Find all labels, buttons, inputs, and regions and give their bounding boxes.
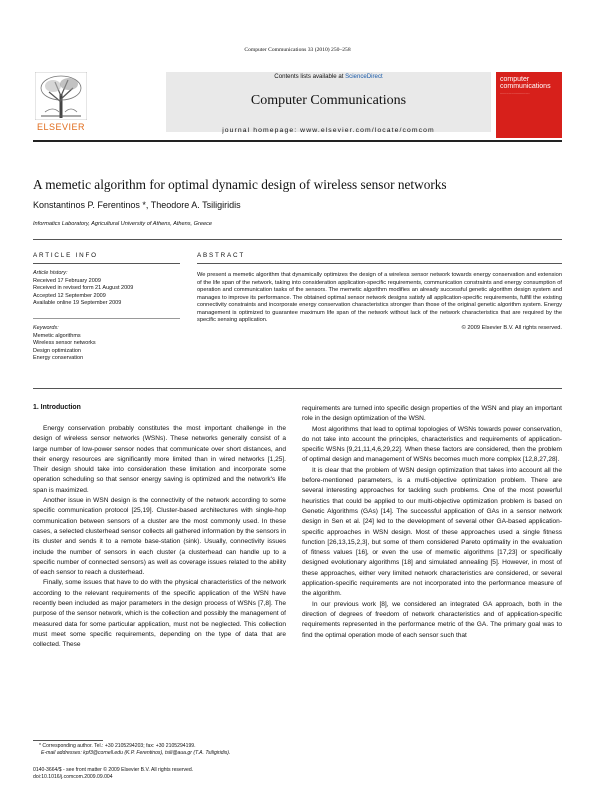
abstract-heading: ABSTRACT — [197, 252, 245, 259]
authors: Konstantinos P. Ferentinos *, Theodore A. Tsiligiridis — [33, 200, 241, 210]
journal-homepage[interactable]: journal homepage: www.elsevier.com/locate/comcom — [222, 127, 435, 134]
cover-subtitle: ............................ — [500, 91, 530, 95]
keyword-item[interactable]: Memetic algorithms — [33, 332, 81, 339]
keywords-rule — [33, 318, 180, 319]
footnote-emails[interactable]: E-mail addresses: kpf3@cornell.edu (K.P. Ferentinos), tsili@aua.gr (T.A. Tsiligiridis). — [41, 750, 231, 756]
elsevier-logo — [33, 72, 89, 136]
paragraph: Finally, some issues that have to do with the physical characteristics of the network according to the relevant requirements of the specific application of the WSN have recently been included as major parameters in the design process of WSNs [7,8]. The purpose of the sensor network, which is the collection and possibly the management of measured data for some particular application, must not be neglected. This collection must meet some specific requirements, depending on the type of data that are collected. These — [33, 579, 286, 649]
paragraph: Most algorithms that lead to optimal topologies of WSNs towards power conservation, do not take into account the principles, characteristics and requirements of application-specific WSNs [9,21,11,4,6,29,22]. When these factors are considered, then the problem of optimal design and management of WSNs becomes much more complex [12,8,27,28]. — [302, 425, 562, 464]
footnote-corresponding: * Corresponding author. Tel.: +30 2105294203; fax: +30 2105294199. — [39, 743, 196, 749]
contents-prefix: Contents lists available at — [274, 73, 346, 80]
paragraph: Another issue in WSN design is the connectivity of the network according to some specific communication protocol [25,19]. Cluster-based architectures with single-hop communication between sensors of a cluster are the most commonly used. In these cases, a selected clusterhead sensor collects all gathered information by the sensors in its cluster and sends it to a remote base-station (sink). Usually, connectivity issues include the number of sensors in each cluster (a clusterhead can handle up to a specific number of connected sensors) as well as coverage issues related to the ability of each sensor to reach a clusterhead. — [33, 497, 286, 577]
contents-line — [166, 73, 491, 80]
keywords — [33, 325, 183, 363]
abstract-bottom-rule — [33, 388, 562, 389]
paragraph: In our previous work [8], we considered an integrated GA approach, both in the direction of degrees of freedom of network characteristics and of application-specific requirements represented in the performance metric of the GA. The primary goal was to find the optimal operation mode of each sensor such that — [302, 600, 562, 639]
title-rule — [33, 239, 562, 240]
article-info-rule — [33, 263, 180, 264]
sciencedirect-link[interactable]: ScienceDirect — [345, 73, 383, 80]
paragraph: requirements are turned into specific design properties of the WSN and play an important role in the design optimization of the WSN. — [302, 405, 562, 423]
paragraph: It is clear that the problem of WSN design optimization that takes into account all the before-mentioned parameters, is a multi-objective optimization problem. There are several interesting approaches for tackling such problems. One of the most powerful heuristics that could be applied to our multi-objective optimization problem is based on Genetic Algorithms (GAs) [14]. The successful application of GAs in a sensor network design in Sen et al. [24] led to the development of several other GA-based application-specific approaches in WSN design. Most of these approaches used a single fitness function [26,13,15,2,3], but some of them considered Pareto optimality in the evaluation of fitness values [16], or even the use of memetic algorithms [17,23] or specifically designed evolutionary algorithms [18] and simulated annealing [5]. However, in most of these approaches, either very limited network characteristics are considered, or several application-specific requirements are not incorporated into the performance measure of the algorithm. — [302, 466, 562, 598]
article-history — [33, 270, 183, 308]
keywords-label: Keywords: — [33, 325, 59, 331]
issn-line: 0140-3664/$ - see front matter © 2009 Elsevier B.V. All rights reserved. — [33, 767, 194, 773]
paragraph: Energy conservation probably constitutes the most important challenge in the design of wireless sensor networks (WSNs). These networks generally consist of a large number of low-power sensor nodes that communicate over short distances, and their energy resources are significantly more limited than in wired networks [1,25]. Their design should take into consideration these limitation and incorporate some operation scheduling so that sensor energy saving is optimized and the network's life span is maximized. — [33, 425, 286, 494]
history-online: Available online 19 September 2009 — [33, 300, 122, 307]
journal-title: Computer Communications — [250, 93, 407, 108]
journal-reference: Computer Communications 33 (2010) 250–258 — [244, 47, 351, 53]
history-accepted: Accepted 12 September 2009 — [33, 292, 106, 299]
history-received: Received 17 February 2009 — [33, 277, 101, 284]
article-info-heading: ARTICLE INFO — [33, 252, 98, 259]
header-rule — [33, 140, 562, 142]
keyword-item[interactable]: Energy conservation — [33, 355, 84, 362]
keyword-item[interactable]: Wireless sensor networks — [33, 340, 96, 347]
abstract-body: We present a memetic algorithm that dynamically optimizes the design of a wireless sensor network towards energy conservation and extension of the life span of the network, taking into consideration application-specific requirements, communication constraints and energy consumption of operation and communication tasks of the sensors. The memetic algorithm modifies an already successful genetic algorithm design system and manages to improve its performance. The obtained optimal sensor network designs satisfy all application-specific requirements, fulfill the existing connectivity constraints and incorporate energy conservation characteristics stronger than those of the original genetic algorithm system. Energy management is optimized to guarantee maximum life span of the network without lack of the network characteristics that are required by the specific sensing application. — [197, 272, 562, 323]
journal-cover-image — [496, 72, 562, 138]
doi-line[interactable]: doi:10.1016/j.comcom.2009.09.004 — [33, 774, 113, 780]
publisher-name: ELSEVIER — [36, 122, 86, 132]
affiliation: Informatics Laboratory, Agricultural University of Athens, Athens, Greece — [33, 221, 212, 227]
abstract-copyright: © 2009 Elsevier B.V. All rights reserved. — [461, 324, 562, 331]
keyword-item[interactable]: Design optimization — [33, 347, 81, 354]
body-right-column — [302, 404, 562, 641]
elsevier-tree-icon — [35, 72, 87, 120]
footnotes — [33, 743, 293, 757]
history-revised: Received in revised form 21 August 2009 — [33, 285, 134, 292]
section-heading-introduction: 1. Introduction — [33, 404, 81, 411]
history-label: Article history: — [33, 270, 68, 276]
cover-title: computer communications — [500, 76, 551, 90]
body-left-column — [33, 424, 286, 651]
abstract-text — [197, 272, 562, 332]
article-title: A memetic algorithm for optimal dynamic design of wireless sensor networks — [33, 177, 447, 192]
footnote-rule — [33, 740, 103, 741]
abstract-rule — [197, 263, 562, 264]
front-matter — [33, 767, 333, 781]
